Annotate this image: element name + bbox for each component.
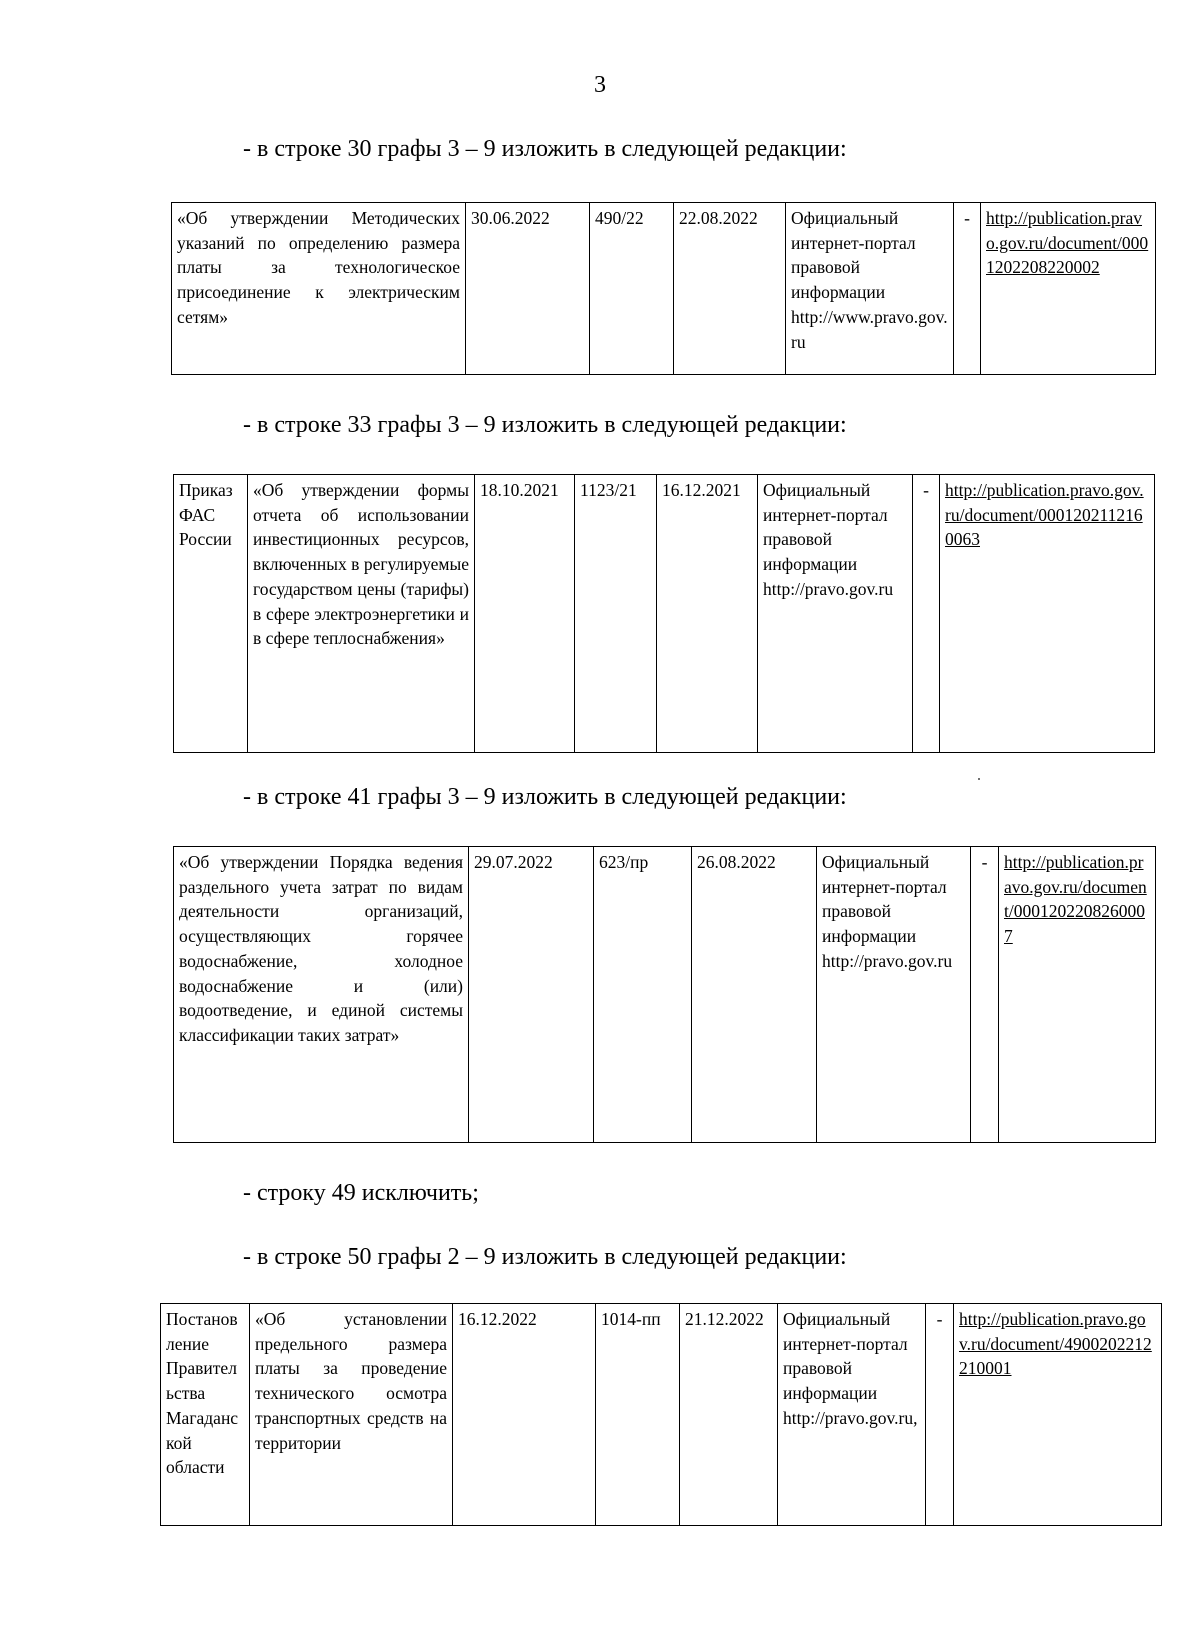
dash-cell: - [913,475,940,753]
page-number: 3 [594,72,606,98]
source-cell: Официальный интернет-портал правовой информации http://pravo.gov.ru [758,475,913,753]
table-row [172,203,1156,375]
doc-type-cell: Приказ ФАС России [174,475,248,753]
date-cell: 16.12.2022 [453,1304,596,1526]
dash-cell: - [971,847,999,1143]
number-cell: 1123/21 [575,475,657,753]
document-link[interactable]: http://publication.pravo.gov.ru/document/4900202212210001 [959,1309,1152,1379]
document-link[interactable]: http://publication.pravo.gov.ru/document/0001202208220002 [986,208,1149,278]
table-row-33 [173,474,1155,753]
scan-speck [978,778,980,780]
date-cell: 30.06.2022 [466,203,590,375]
number-cell: 490/22 [590,203,674,375]
number-cell: 623/пр [594,847,692,1143]
dash-cell: - [926,1304,954,1526]
table-row [174,847,1156,1143]
title-cell: «Об установлении предельного размера платы за проведение технического осмотра транспортных средств на территории [250,1304,453,1526]
pub-date-cell: 16.12.2021 [657,475,758,753]
source-cell: Официальный интернет-портал правовой информации http://pravo.gov.ru [817,847,971,1143]
link-cell [954,1304,1162,1526]
link-cell [981,203,1156,375]
date-cell: 29.07.2022 [469,847,594,1143]
link-cell [999,847,1156,1143]
dash-cell: - [954,203,981,375]
source-cell: Официальный интернет-портал правовой информации http://pravo.gov.ru, [778,1304,926,1526]
source-cell: Официальный интернет-портал правовой информации http://www.pravo.gov.ru [786,203,954,375]
pub-date-cell: 21.12.2022 [680,1304,778,1526]
table-row [174,475,1155,753]
table-row-30 [171,202,1156,375]
title-cell: «Об утверждении Методических указаний по определению размера платы за технологическое присоединение к электрическим сетям» [172,203,466,375]
pub-date-cell: 26.08.2022 [692,847,817,1143]
table-row-50 [160,1303,1162,1526]
number-cell: 1014-пп [596,1304,680,1526]
date-cell: 18.10.2021 [475,475,575,753]
instruction-row-33: - в строке 33 графы 3 – 9 изложить в следующей редакции: [243,412,847,438]
instruction-row-30: - в строке 30 графы 3 – 9 изложить в следующей редакции: [243,136,847,162]
instruction-row-49: - строку 49 исключить; [243,1180,479,1206]
instruction-row-50: - в строке 50 графы 2 – 9 изложить в следующей редакции: [243,1244,847,1270]
table-row-41 [173,846,1156,1143]
document-link[interactable]: http://publication.pravo.gov.ru/document/0001202208260007 [1004,852,1147,947]
doc-type-cell: Постановление Правительства Магаданской области [161,1304,250,1526]
link-cell [940,475,1155,753]
instruction-row-41: - в строке 41 графы 3 – 9 изложить в следующей редакции: [243,784,847,810]
title-cell: «Об утверждении формы отчета об использовании инвестиционных ресурсов, включенных в регулируемые государством цены (тарифы) в сфере электроэнергетики и в сфере теплоснабжения» [248,475,475,753]
pub-date-cell: 22.08.2022 [674,203,786,375]
table-row [161,1304,1162,1526]
document-link[interactable]: http://publication.pravo.gov.ru/document/0001202112160063 [945,480,1144,550]
title-cell: «Об утверждении Порядка ведения раздельного учета затрат по видам деятельности организаций, осуществляющих горячее водоснабжение, холодное водоснабжение и (или) водоотведение, и единой системы классификации таких затрат» [174,847,469,1143]
